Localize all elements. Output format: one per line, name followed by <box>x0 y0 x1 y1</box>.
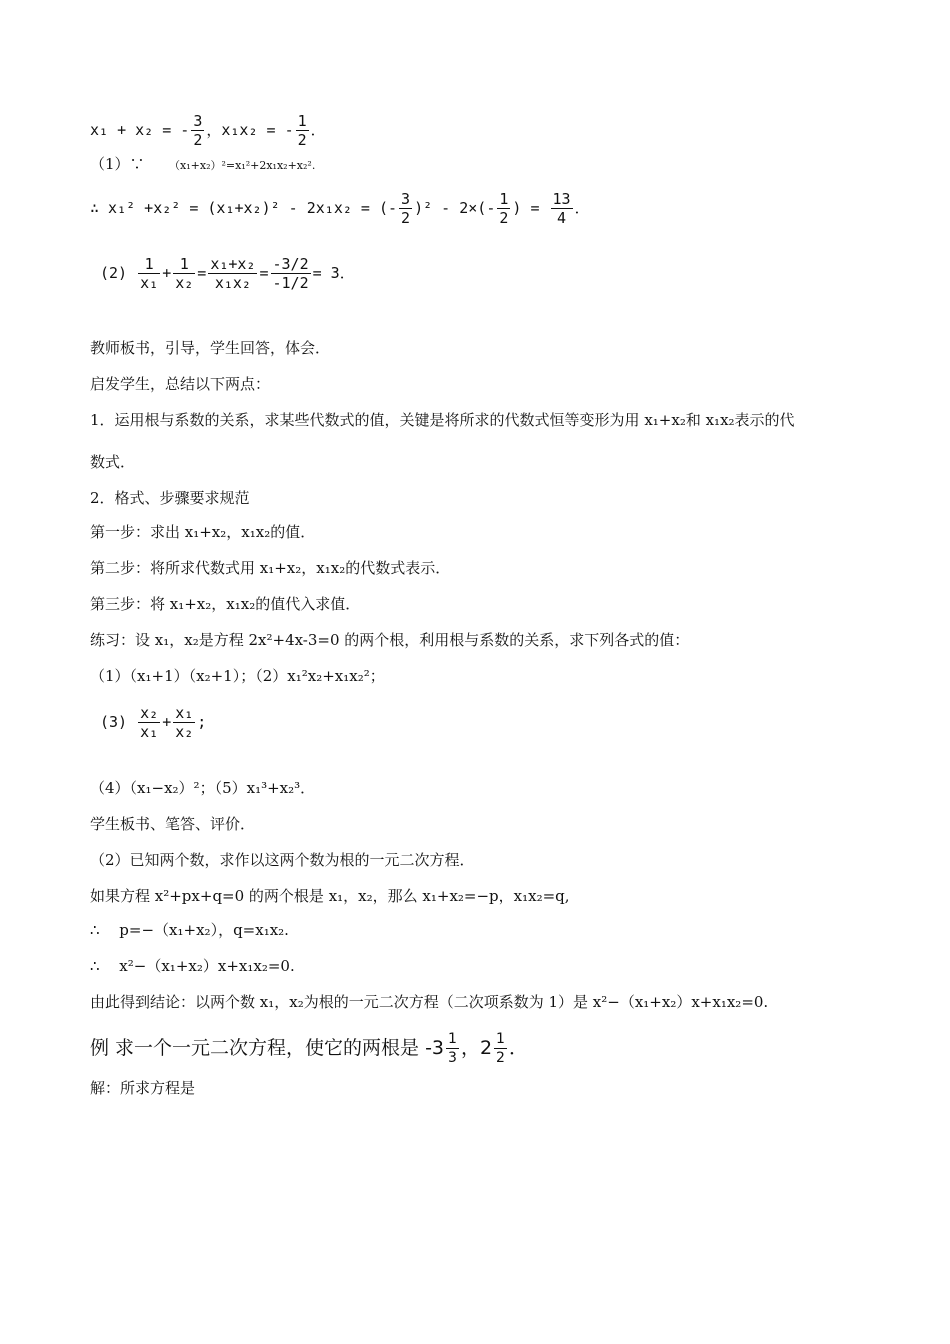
text-student-note: 学生板书、笔答、评价． <box>90 815 256 833</box>
text-conclusion: 由此得到结论：以两个数 x₁，x₂为根的一元二次方程（二次项系数为 1）是 x²−（x₁+x₂）x+x₁x₂=0. <box>90 993 769 1011</box>
text-step-3: 第三步：将 x₁+x₂，x₁x₂的值代入求值． <box>90 595 361 613</box>
text-vieta-statement: 如果方程 x²+px+q=0 的两个根是 x₁，x₂，那么 x₁+x₂=−p，x₁x₂=q, <box>90 887 570 905</box>
equation-sum-product: x₁ + x₂ = - $\frac{3}{2}$ ，x₁x₂ = - $\frac{1}{2}$ ． <box>90 112 326 149</box>
text-point-1b: 数式． <box>90 453 136 471</box>
text-point-1a: 1．运用根与系数的关系，求某些代数式的值，关键是将所求的代数式恒等变形为用 x₁+x₂和 x₁x₂表示的代 <box>90 411 795 429</box>
step-1-identity: （1）∵ （x₁+x₂）²=x₁²+2x₁x₂+x₂². <box>90 155 316 173</box>
exercise-part-3: (3) $\frac{\text{x₂}}{\text{x₁}}$ + $\frac{\text{x₁}}{\text{x₂}}$ ; <box>100 704 207 741</box>
equation-reciprocal-sum: (2) $\frac{1}{\text{x₁}}$ + $\frac{1}{\text{x₂}}$ = $\frac{\text{x₁+x₂}}{\text{x₁x₂}}$ = $\frac{-3/2}{-1/2}$ = 3． <box>100 255 355 292</box>
text-equation-form: ∴ x²−（x₁+x₂）x+x₁x₂=0. <box>90 957 295 975</box>
text-exercise-parts-1-2: （1）（x₁+1）（x₂+1）；（2）x₁²x₂+x₁x₂²； <box>90 667 385 685</box>
text-pq-relation: ∴ p=−（x₁+x₂），q=x₁x₂. <box>90 921 289 939</box>
text-point-2: 2．格式、步骤要求规范 <box>90 489 250 507</box>
text-solution-start: 解：所求方程是 <box>90 1079 196 1097</box>
text-section-2: （2）已知两个数，求作以这两个数为根的一元二次方程． <box>90 851 475 869</box>
text-step-2: 第二步：将所求代数式用 x₁+x₂，x₁x₂的代数式表示． <box>90 559 451 577</box>
example-statement: 例 求一个一元二次方程，使它的两根是 -3 $\frac{1}{3}$ ，2 $\frac{1}{2}$ ． <box>90 1031 528 1066</box>
text-teacher-note: 教师板书，引导，学生回答，体会． <box>90 339 331 357</box>
equation-sum-of-squares: ∴ x₁² +x₂² = (x₁+x₂)² - 2x₁x₂ = (- $\frac{3}{2}$ )² - 2×(- $\frac{1}{2}$ ) = $\frac{13}{4}$ ． <box>90 190 590 227</box>
text-exercise-parts-4-5: （4）（x₁−x₂）²；（5）x₁³+x₂³． <box>90 779 316 797</box>
text-exercise: 练习：设 x₁，x₂是方程 2x²+4x-3=0 的两个根，利用根与系数的关系，求下列各式的值： <box>90 631 690 649</box>
text-summary-intro: 启发学生，总结以下两点： <box>90 375 271 393</box>
text-step-1: 第一步：求出 x₁+x₂，x₁x₂的值． <box>90 523 316 541</box>
